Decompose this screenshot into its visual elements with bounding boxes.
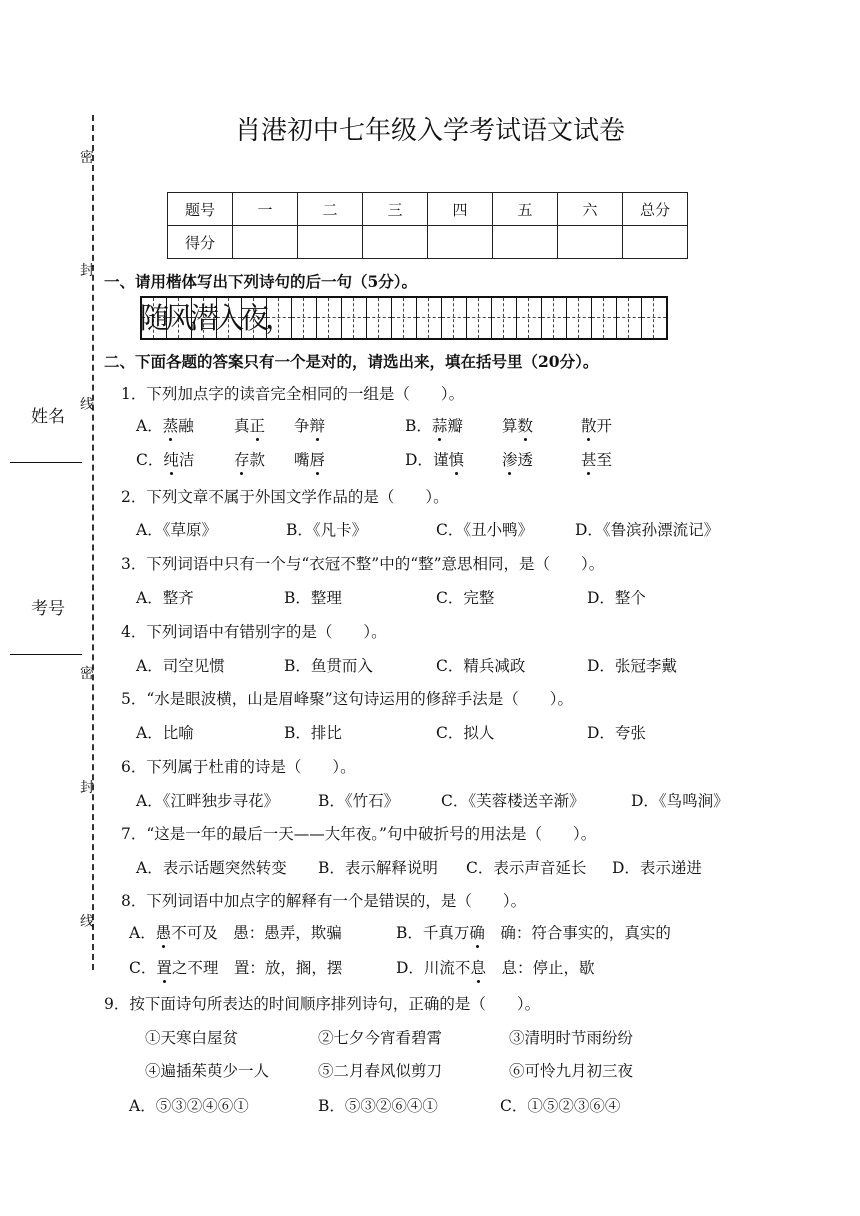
seal-char: 封: [80, 780, 94, 796]
grid-cell: 潜: [192, 298, 217, 338]
score-cell[interactable]: [233, 226, 298, 259]
q7-option-b[interactable]: B．表示解释说明: [318, 859, 438, 877]
table-header-cell: 二: [298, 193, 363, 226]
grid-cell[interactable]: [592, 298, 617, 338]
q3-option-a[interactable]: A．整齐: [136, 589, 194, 607]
q9-line: ⑥可怜九月初三夜: [509, 1062, 634, 1080]
question-9-stem: 9．按下面诗句所表达的时间顺序排列诗句，正确的是（ ）。: [104, 995, 541, 1013]
q9-line: ②七夕今宵看碧霄: [318, 1029, 443, 1047]
seal-char: 线: [80, 397, 94, 413]
score-cell[interactable]: [298, 226, 363, 259]
name-label: 姓名: [31, 407, 65, 427]
section-2-title: 二、下面各题的答案只有一个是对的，请选出来，填在括号里（20分）。: [104, 352, 599, 371]
score-cell[interactable]: [623, 226, 688, 259]
grid-cell[interactable]: [492, 298, 517, 338]
q6-option-c[interactable]: C．《芙蓉楼送辛渐》: [441, 792, 585, 810]
q3-option-c[interactable]: C．完整: [436, 589, 495, 607]
grid-cell: 风: [167, 298, 192, 338]
q7-option-c[interactable]: C．表示声音延长: [466, 859, 587, 877]
q1-option-d-word: 渗透: [502, 448, 533, 470]
grid-cell[interactable]: [542, 298, 567, 338]
seal-char: 封: [80, 263, 94, 279]
q7-option-a[interactable]: A．表示话题突然转变: [136, 859, 287, 877]
grid-cell[interactable]: [392, 298, 417, 338]
q4-option-b[interactable]: B．鱼贯而入: [284, 657, 373, 675]
seal-char: 密: [80, 666, 94, 682]
grid-cell[interactable]: [292, 298, 317, 338]
table-header-cell: 五: [493, 193, 558, 226]
grid-cell: 入: [217, 298, 242, 338]
q9-line: ③清明时节雨纷纷: [509, 1029, 634, 1047]
q1-option-c-word: 嘴唇: [294, 448, 325, 470]
q1-option-a[interactable]: A．蒸融: [136, 414, 194, 436]
q1-option-b-word: 算数: [502, 414, 533, 436]
q2-option-d[interactable]: D．《鲁滨孙漂流记》: [575, 521, 720, 539]
score-row-label: 得分: [168, 226, 233, 259]
grid-cell[interactable]: [442, 298, 467, 338]
q4-option-a[interactable]: A．司空见惯: [136, 657, 225, 675]
question-2-stem: 2．下列文章不属于外国文学作品的是（ ）。: [121, 488, 449, 506]
grid-cell[interactable]: [367, 298, 392, 338]
q6-option-b[interactable]: B．《竹石》: [318, 792, 400, 810]
q1-option-d-word: 甚至: [581, 448, 612, 470]
table-header-cell: 四: [428, 193, 493, 226]
q4-option-c[interactable]: C．精兵减政: [436, 657, 526, 675]
question-8-stem: 8．下列词语中加点字的解释有一个是错误的，是（ ）。: [121, 892, 527, 910]
q5-option-d[interactable]: D．夸张: [587, 724, 646, 742]
q1-option-d[interactable]: D．谨慎: [405, 448, 464, 470]
q9-line: ⑤二月春风似剪刀: [318, 1062, 443, 1080]
q9-option-b[interactable]: B．⑤③②⑥④①: [318, 1097, 438, 1115]
grid-cell[interactable]: [417, 298, 442, 338]
score-table: [167, 192, 688, 259]
score-cell[interactable]: [428, 226, 493, 259]
q1-option-a-word: 争辩: [294, 414, 325, 436]
question-1-stem: 1．下列加点字的读音完全相同的一组是（ ）。: [121, 385, 465, 403]
q2-option-c[interactable]: C．《丑小鸭》: [436, 521, 534, 539]
q6-option-d[interactable]: D．《鸟鸣涧》: [631, 792, 729, 810]
seal-dashed-line: [92, 115, 94, 970]
table-header-cell: 三: [363, 193, 428, 226]
grid-cell[interactable]: [342, 298, 367, 338]
q5-option-b[interactable]: B．排比: [284, 724, 342, 742]
page-title: 肖港初中七年级入学考试语文试卷: [234, 116, 625, 146]
question-6-stem: 6．下列属于杜甫的诗是（ ）。: [121, 758, 356, 776]
question-3-stem: 3．下列词语中只有一个与“衣冠不整”中的“整”意思相同，是（ ）。: [121, 555, 605, 573]
q1-option-c-word: 存款: [234, 448, 265, 470]
score-cell[interactable]: [493, 226, 558, 259]
grid-cell[interactable]: [467, 298, 492, 338]
grid-cell: 夜: [242, 298, 267, 338]
grid-cell[interactable]: [517, 298, 542, 338]
grid-cell[interactable]: [642, 298, 666, 338]
q9-line: ④遍插茱萸少一人: [145, 1062, 270, 1080]
table-row: [168, 193, 688, 226]
q2-option-a[interactable]: A．《草原》: [136, 521, 217, 539]
q1-option-a-word: 真正: [234, 414, 265, 436]
q7-option-d[interactable]: D．表示递进: [612, 859, 702, 877]
q1-option-c[interactable]: C．纯洁: [136, 448, 194, 470]
question-4-stem: 4．下列词语中有错别字的是（ ）。: [121, 623, 387, 641]
q1-option-b-word: 散开: [581, 414, 612, 436]
table-header-cell: 一: [233, 193, 298, 226]
id-blank[interactable]: [10, 654, 82, 655]
question-7-stem: 7．“这是一年的最后一天——大年夜。”句中破折号的用法是（ ）。: [121, 825, 597, 843]
q4-option-d[interactable]: D．张冠李戴: [587, 657, 677, 675]
q1-option-b[interactable]: B．蒜瓣: [405, 414, 463, 436]
name-blank[interactable]: [10, 462, 82, 463]
q5-option-c[interactable]: C．拟人: [436, 724, 495, 742]
table-header-cell: 六: [558, 193, 623, 226]
q6-option-a[interactable]: A．《江畔独步寻花》: [136, 792, 279, 810]
q2-option-b[interactable]: B．《凡卡》: [286, 521, 368, 539]
section-1-title: 一、请用楷体写出下列诗句的后一句（5分）。: [104, 272, 418, 291]
seal-char: 线: [80, 914, 94, 930]
table-row: [168, 226, 688, 259]
table-header-cell: 题号: [168, 193, 233, 226]
score-cell[interactable]: [363, 226, 428, 259]
q8-option-d[interactable]: D．川流不息 息：停止，歇: [396, 956, 594, 978]
q3-option-d[interactable]: D．整个: [587, 589, 646, 607]
q9-line: ①天寒白屋贫: [145, 1029, 239, 1047]
writing-grid[interactable]: [140, 296, 668, 340]
score-cell[interactable]: [558, 226, 623, 259]
q9-option-a[interactable]: A．⑤③②④⑥①: [129, 1097, 249, 1115]
q3-option-b[interactable]: B．整理: [284, 589, 342, 607]
q8-option-a[interactable]: A．愚不可及 愚：愚弄，欺骗: [129, 921, 342, 943]
q9-option-c[interactable]: C．①⑤②③⑥④: [500, 1097, 621, 1115]
table-header-cell: 总分: [623, 193, 688, 226]
q8-option-c[interactable]: C．置之不理 置：放，搁，摆: [129, 956, 342, 978]
id-label: 考号: [31, 599, 65, 619]
q8-option-b[interactable]: B．千真万确 确：符合事实的，真实的: [396, 921, 671, 943]
grid-cell[interactable]: [317, 298, 342, 338]
question-5-stem: 5．“水是眼波横，山是眉峰聚”这句诗运用的修辞手法是（ ）。: [121, 690, 573, 708]
grid-cell: ，: [267, 298, 292, 338]
grid-cell[interactable]: [567, 298, 592, 338]
seal-char: 密: [80, 150, 94, 166]
grid-cell[interactable]: [617, 298, 642, 338]
grid-cell: 随: [142, 298, 167, 338]
q5-option-a[interactable]: A．比喻: [136, 724, 194, 742]
